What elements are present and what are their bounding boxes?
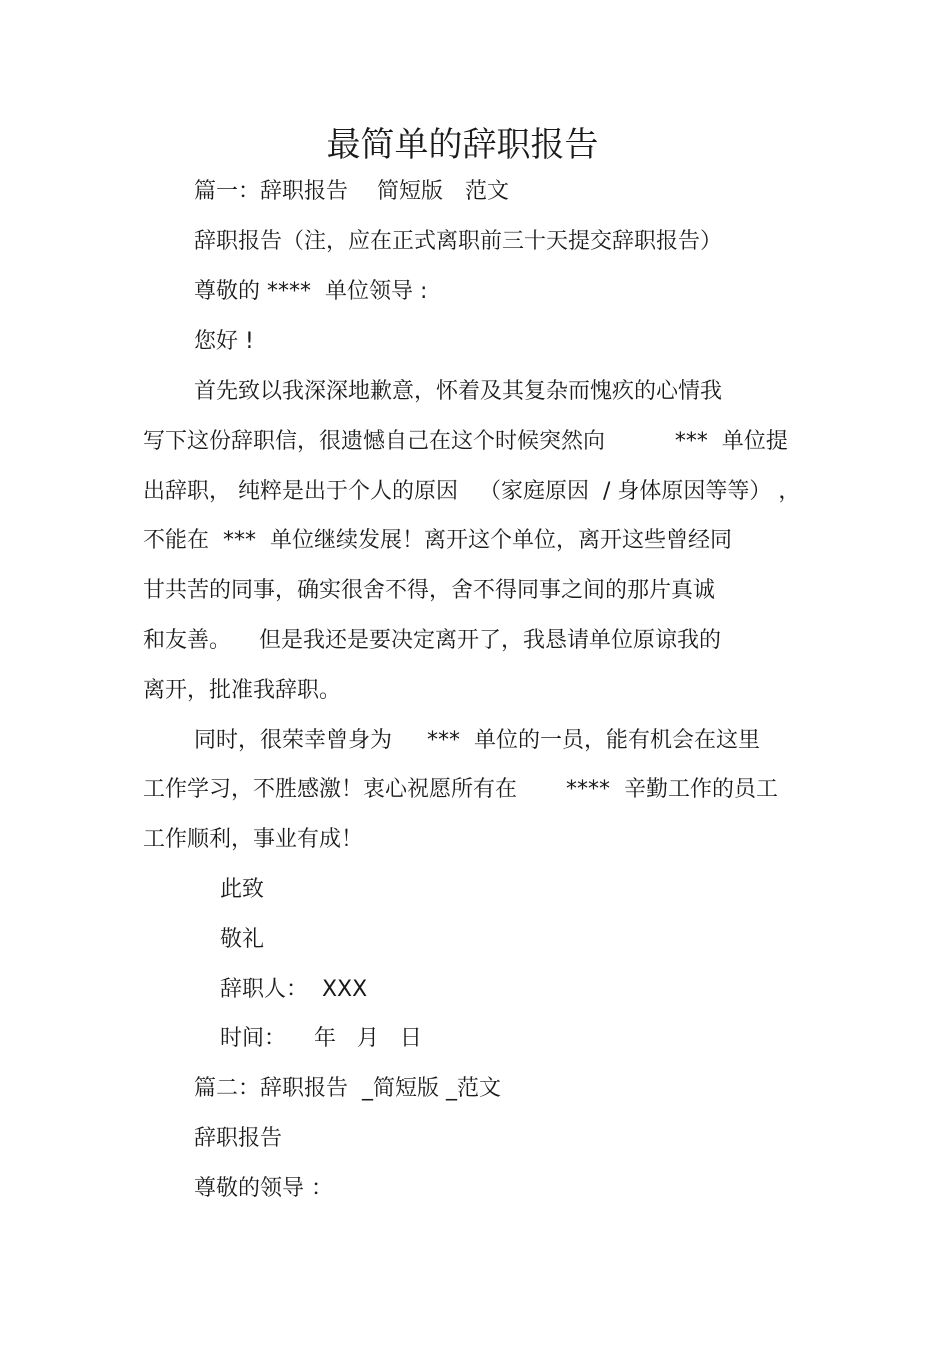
body-line: 甘共苦的同事，确实很舍不得，舍不得同事之间的那片真诚: [143, 578, 716, 603]
signature-line: 辞职人： XXX: [220, 977, 368, 1002]
closing-line: 敬礼: [220, 927, 265, 952]
body-line: 工作学习，不胜感激！衷心祝愿所有在 **** 辛勤工作的员工: [143, 777, 778, 802]
greeting: 您好 !: [194, 329, 254, 354]
report-subtitle: 辞职报告: [194, 1126, 283, 1151]
body-line: 出辞职， 纯粹是出于个人的原因 （家庭原因 / 身体原因等等） ，: [143, 479, 801, 504]
body-line: 离开，批准我辞职。: [143, 678, 342, 703]
body-line: 工作顺利，事业有成！: [143, 827, 364, 852]
section-heading-2: 篇二：辞职报告 _简短版 _范文: [194, 1076, 501, 1101]
date-line: 时间： 年 月 日: [220, 1026, 422, 1051]
section-heading-1: 篇一：辞职报告 简短版 范文: [194, 179, 509, 204]
body-line: 不能在 *** 单位继续发展！离开这个单位，离开这些曾经同: [143, 528, 732, 553]
closing-line: 此致: [220, 877, 265, 902]
report-subtitle: 辞职报告（注，应在正式离职前三十天提交辞职报告）: [194, 229, 723, 254]
body-line: 同时，很荣幸曾身为 *** 单位的一员，能有机会在这里: [194, 728, 760, 753]
body-line: 写下这份辞职信，很遗憾自己在这个时候突然向 *** 单位提: [143, 429, 788, 454]
salutation: 尊敬的领导 ：: [194, 1176, 333, 1201]
salutation: 尊敬的 **** 单位领导 :: [194, 279, 428, 304]
document-title: 最简单的辞职报告: [326, 125, 599, 165]
body-line: 首先致以我深深地歉意，怀着及其复杂而愧疚的心情我: [194, 379, 723, 404]
body-line: 和友善。 但是我还是要决定离开了，我恳请单位原谅我的: [143, 628, 721, 653]
